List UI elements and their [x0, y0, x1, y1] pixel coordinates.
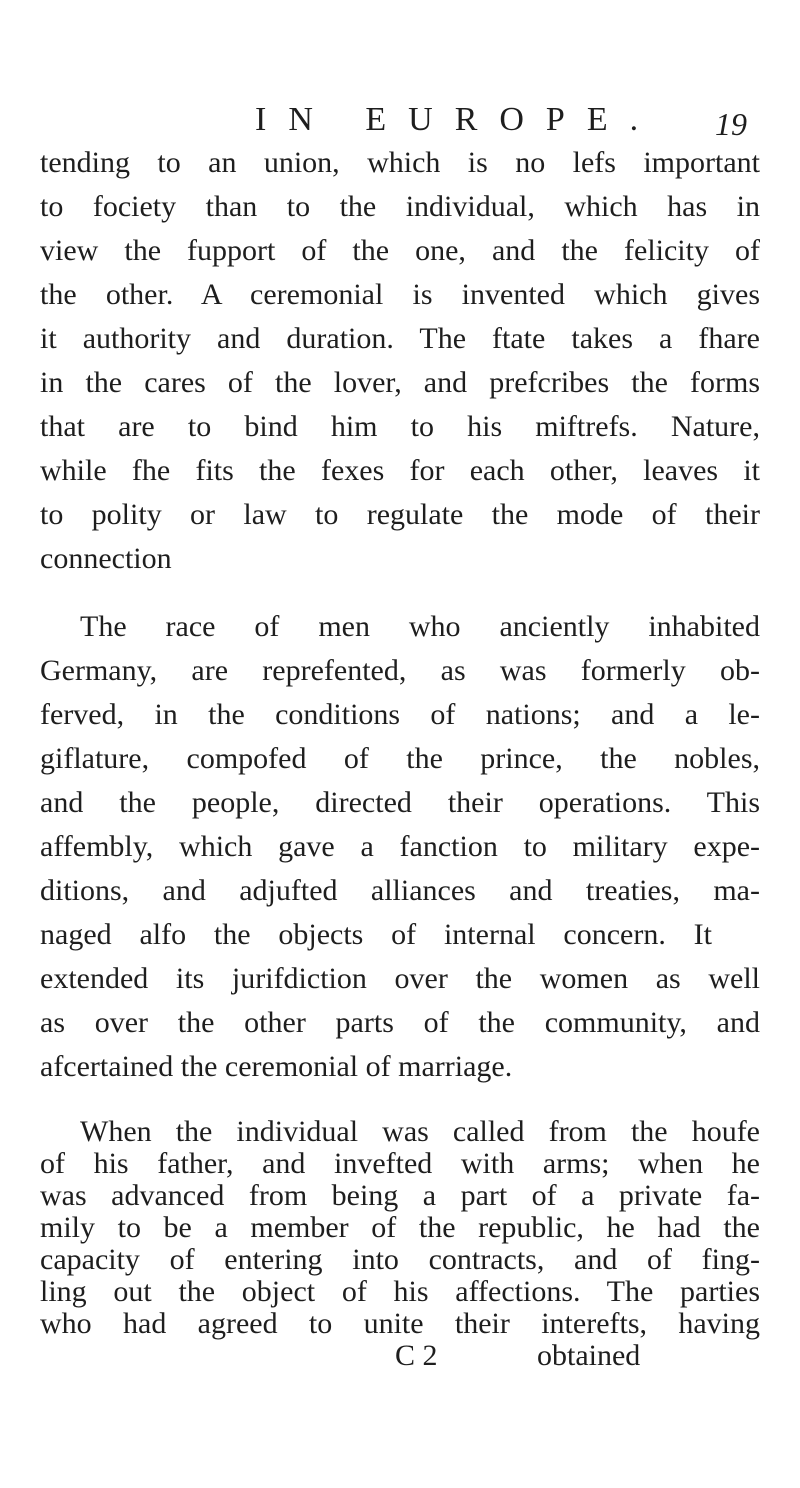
text-line: Germany, are reprefented, as was formerly ob- — [40, 654, 760, 687]
text-line: capacity of entering into contracts, and of fing- — [40, 1243, 760, 1276]
text-line: of his father, and invefted with arms; when he — [40, 1147, 760, 1180]
text-line: who had agreed to unite their interefts, having — [40, 1307, 760, 1340]
text-line: ling out the object of his affections. The parties — [40, 1275, 760, 1308]
text-line: while fhe fits the fexes for each other, leaves it — [40, 454, 760, 487]
text-line: afcertained the ceremonial of marriage. — [40, 1050, 513, 1083]
text-line: it authority and duration. The ftate takes a fhare — [40, 322, 760, 355]
text-line: that are to bind him to his miftrefs. Nature, — [40, 410, 760, 443]
signature-mark: C 2 — [395, 1339, 438, 1372]
text-line: in the cares of the lover, and prefcribes the forms — [40, 366, 760, 399]
catchword: obtained — [537, 1339, 641, 1372]
text-line: giflature, compofed of the prince, the nobles, — [40, 742, 760, 775]
text-line: to fociety than to the individual, which has in — [40, 190, 760, 223]
running-title: IN EUROPE. — [255, 101, 661, 138]
text-line: extended its jurifdiction over the women as well — [40, 962, 760, 995]
text-line: When the individual was called from the houfe — [80, 1115, 760, 1148]
page-number: 19 — [715, 106, 747, 142]
text-line: affembly, which gave a fanction to military expe- — [40, 830, 760, 863]
text-line: ditions, and adjufted alliances and treaties, ma- — [40, 874, 760, 907]
text-line: mily to be a member of the republic, he had the — [40, 1211, 760, 1244]
text-line: the other. A ceremonial is invented which gives — [40, 278, 760, 311]
text-line: to polity or law to regulate the mode of their — [40, 498, 760, 531]
text-line: ferved, in the conditions of nations; and a le- — [40, 698, 760, 731]
text-line: as over the other parts of the community, and — [40, 1006, 760, 1039]
text-line: view the fupport of the one, and the felicity of — [40, 234, 760, 267]
text-line: and the people, directed their operations. This — [40, 786, 760, 819]
text-line: naged alfo the objects of internal concern. It — [40, 918, 712, 951]
text-line: connection — [40, 542, 172, 575]
catchline — [0, 1336, 800, 1376]
text-line: tending to an union, which is no lefs important — [40, 146, 760, 179]
text-line: The race of men who anciently inhabited — [80, 610, 760, 643]
text-line: was advanced from being a part of a private fa- — [40, 1179, 760, 1212]
